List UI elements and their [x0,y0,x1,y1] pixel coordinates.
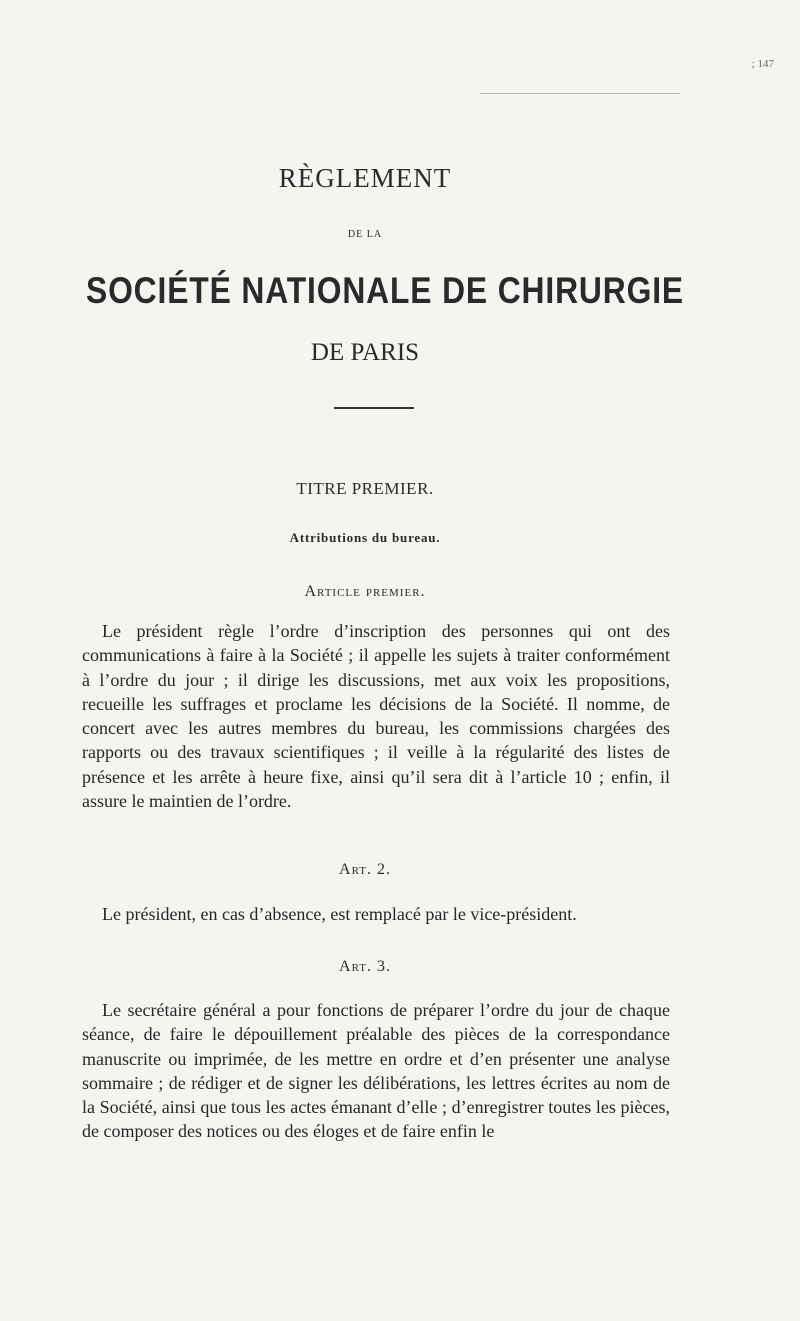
section-subtitle: Attributions du bureau. [289,530,441,545]
section-title: TITRE PREMIER. [296,479,434,498]
document-title: RÈGLEMENT [278,163,452,193]
article-3-heading: Art. 3. [339,958,391,975]
bleed-through-line [480,93,680,94]
article-2-heading: Art. 2. [339,861,391,878]
article-1-heading: Article premier. [304,583,426,600]
article-2-text: Le président, en cas d’absence, est remplacé par le vice-président. [102,904,577,924]
article-3-text: Le secrétaire général a pour fonctions de préparer l’ordre du jour de chaque séance, de faire le dépouillement préalable des pièces de la correspondance manuscrite ou imprimée, de les mettre en ordre et d’en présenter une analyse sommaire ; de rédiger et de signer les délibérations, les lettres écrites au nom de la Société, ainsi que tous les actes émanant d’elle ; d’enregistrer toutes les pièces, de composer des notices ou des éloges et de faire enfin le [82,1000,670,1142]
page-corner-mark: ; 147 [751,58,774,70]
society-name: SOCIÉTÉ NATIONALE DE CHIRURGIE [85,270,684,311]
article-1-text: Le président règle l’ordre d’inscription des personnes qui ont des communications à faire à la Société ; il appelle les sujets à traiter conformément à l’ordre du jour ; il dirige les discussions, met aux voix les propositions, recueille les suffrages et proclame les décisions de la Société. Il nomme, de concert avec les autres membres du bureau, les commissions chargées des rapports ou des travaux scientifiques ; il veille à la régularité des listes de présence et les arrête à heure fixe, ainsi qu’il sera dit à l’article 10 ; enfin, il assure le maintien de l’ordre. [82,621,670,812]
society-city: DE PARIS [310,339,420,366]
title-divider [334,407,414,409]
title-connector: DE LA [347,229,383,240]
